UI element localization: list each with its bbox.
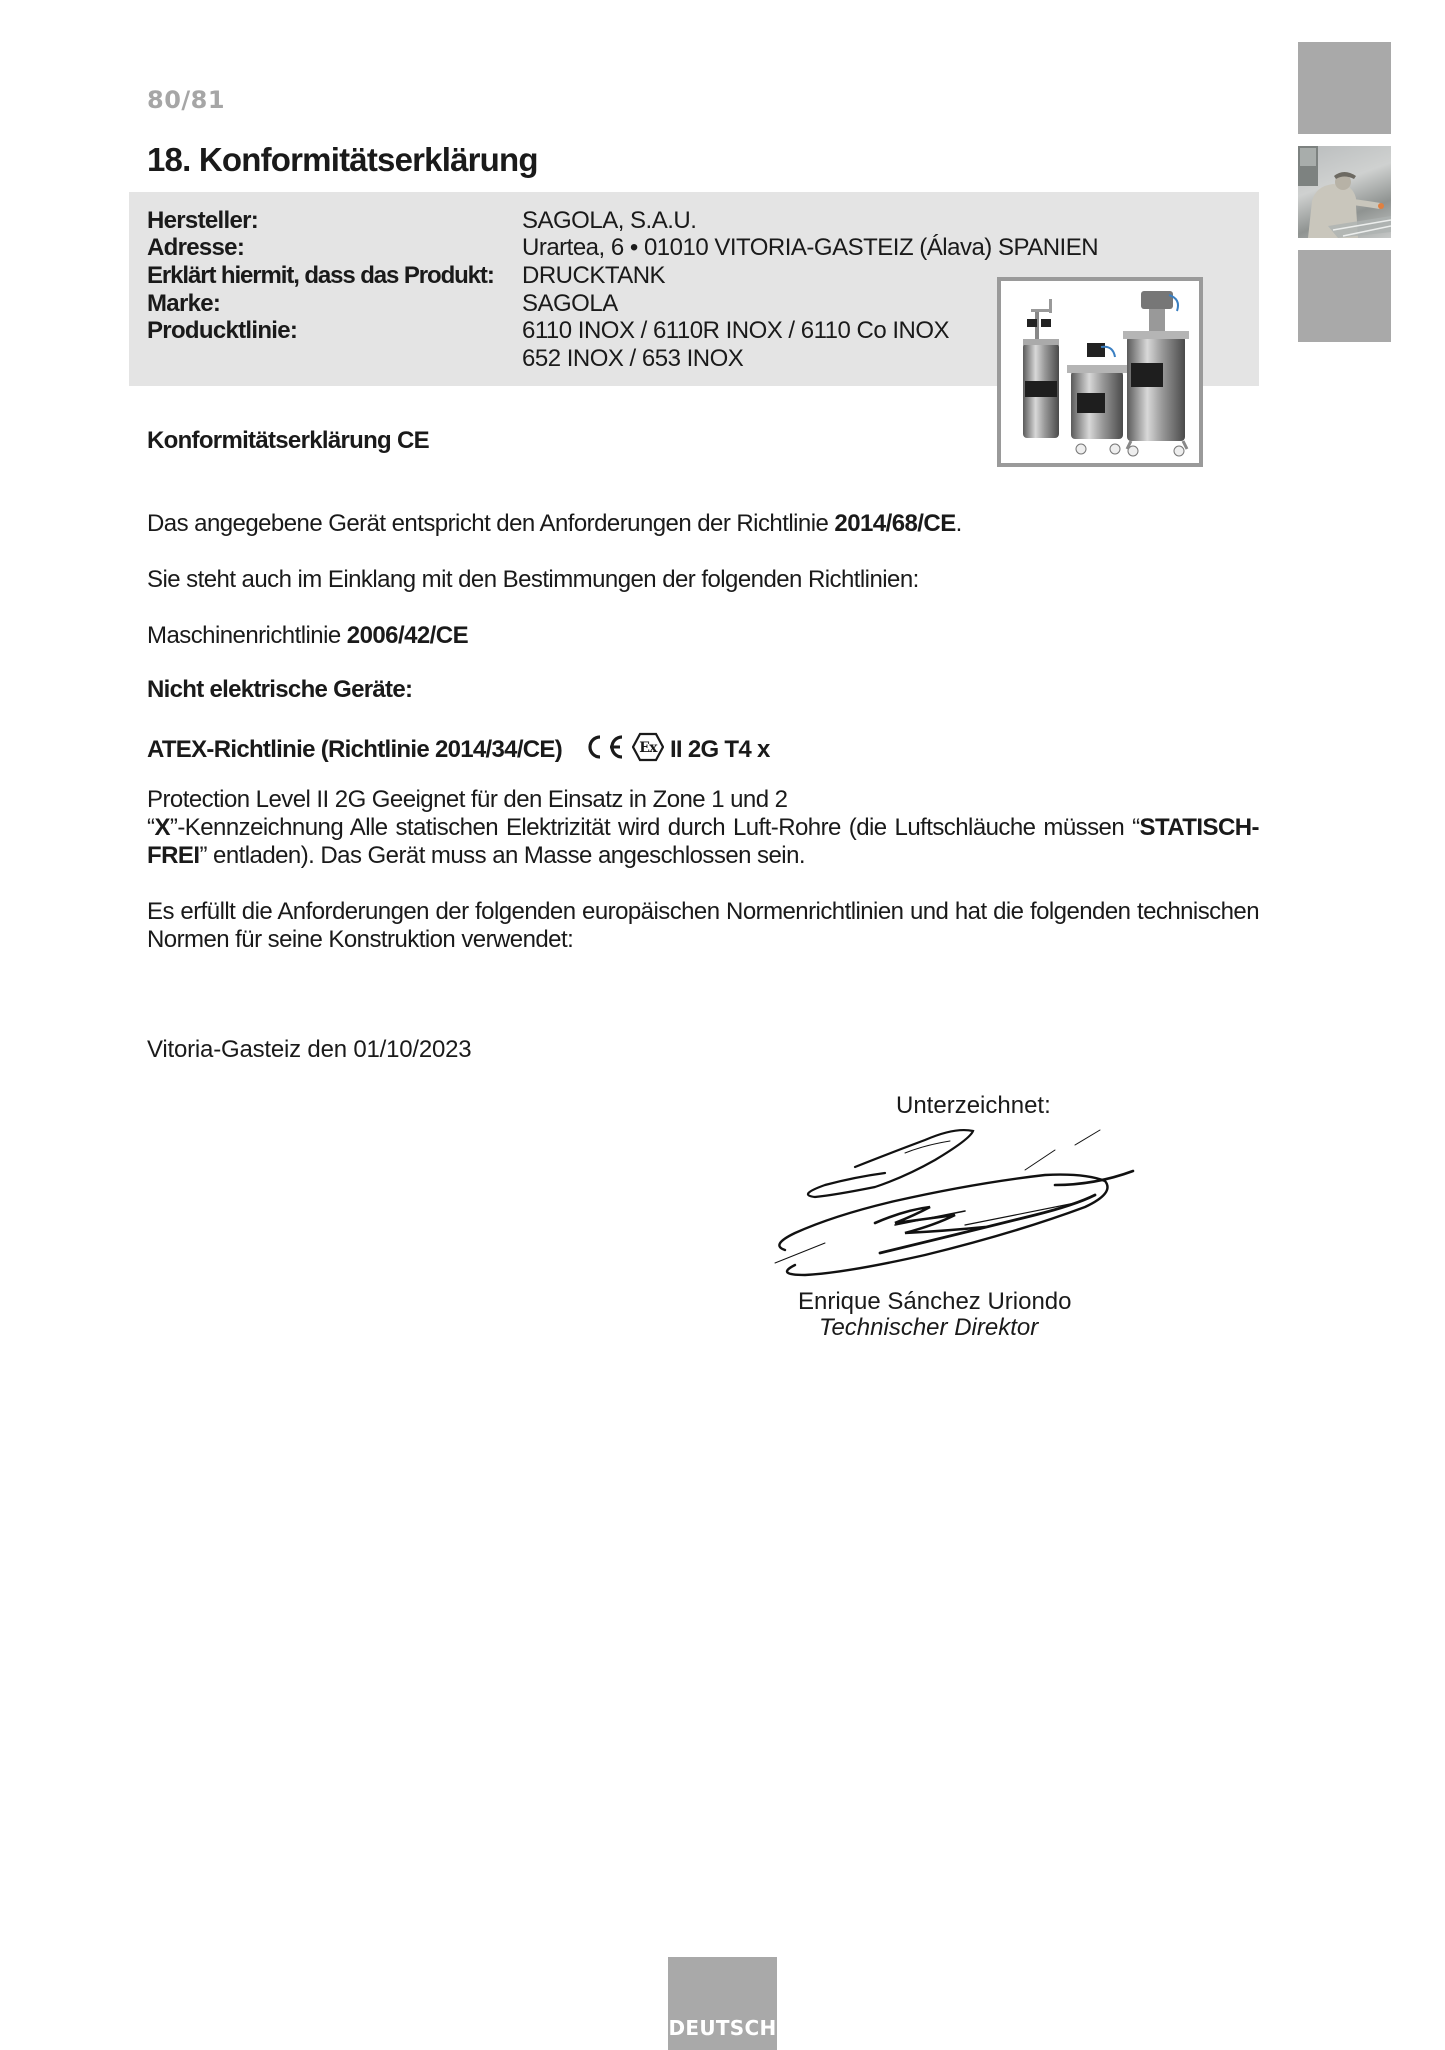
protection-level-line: Protection Level II 2G Geeignet für den Einsatz in Zone 1 und 2 [147,786,788,813]
ce-mark-icon [582,733,626,768]
language-label: DEUTSCH [668,2016,777,2040]
also-directives-line: Sie steht auch im Einklang mit den Bestimmungen der folgenden Richtlinien: [147,566,919,593]
directive-main: 2014/68/CE [834,510,956,537]
section-title: Konformitätserklärung CE [147,427,429,454]
place-date: Vitoria-Gasteiz den 01/10/2023 [147,1036,472,1063]
x-mark-text: ”-Kennzeichnung Alle statischen Elektrizität wird durch Luft-Rohre (die Luftschläuche müssen “ [169,814,1140,841]
directive-intro: Das angegebene Gerät entspricht den Anforderungen der Richtlinie [147,510,835,537]
signature-image [755,1115,1145,1295]
info-label: Marke: [147,290,221,317]
machine-directive: 2006/42/CE [346,622,469,649]
signatory-role: Technischer Direktor [819,1314,1039,1341]
norms-paragraph: Es erfüllt die Anforderungen der folgenden europäischen Normenrichtlinien und hat die folgenden technischen Normen für seine Konstruktion verwendet: [147,898,1259,953]
svg-text:Ex: Ex [639,740,657,756]
ex-hexagon-icon [632,732,664,769]
side-tab-top [1298,42,1391,134]
directive-end: . [955,510,962,537]
atex-marking: II 2G T4 x [669,735,770,763]
info-value: SAGOLA [522,290,618,317]
x-marking-paragraph [147,814,1259,870]
non-electric-heading: Nicht elektrische Geräte: [147,676,413,703]
info-label: Erklärt hiermit, dass das Produkt: [147,262,494,289]
static-free: STATISCH-FREI [147,814,1259,869]
x-mark: X [154,814,170,841]
language-tab [668,1957,777,2050]
directive-paragraph [147,510,962,538]
info-label: Producktlinie: [147,317,298,344]
info-value: 652 INOX / 653 INOX [522,345,744,372]
atex-label: ATEX-Richtlinie (Richtlinie 2014/34/CE) [147,735,563,763]
machine-prefix: Maschinenrichtlinie [147,622,347,649]
pressure-tanks-image [1001,281,1199,463]
side-tab-bottom [1298,250,1391,342]
info-value: DRUCKTANK [522,262,666,289]
product-image-frame [997,277,1203,467]
info-label: Adresse: [147,234,245,261]
machine-directive-line [147,622,468,650]
info-label: Hersteller: [147,207,259,234]
painter-photo-icon [1298,146,1391,238]
quote-open: “ [147,814,155,841]
info-value: SAGOLA, S.A.U. [522,207,697,234]
signatory-name: Enrique Sánchez Uriondo [798,1288,1072,1315]
page-title: 18. Konformitätserklärung [147,141,538,178]
page-number: 80/81 [147,86,226,114]
static-text: ” entladen). Das Gerät muss an Masse angeschlossen sein. [199,842,805,869]
info-value: Urartea, 6 • 01010 VITORIA-GASTEIZ (Álava) SPANIEN [522,234,1099,261]
info-value: 6110 INOX / 6110R INOX / 6110 Co INOX [522,317,950,344]
atex-line [147,732,770,769]
signed-label: Unterzeichnet: [896,1092,1051,1119]
side-tab-photo-painter [1298,146,1391,238]
handwritten-signature-icon [755,1115,1145,1290]
